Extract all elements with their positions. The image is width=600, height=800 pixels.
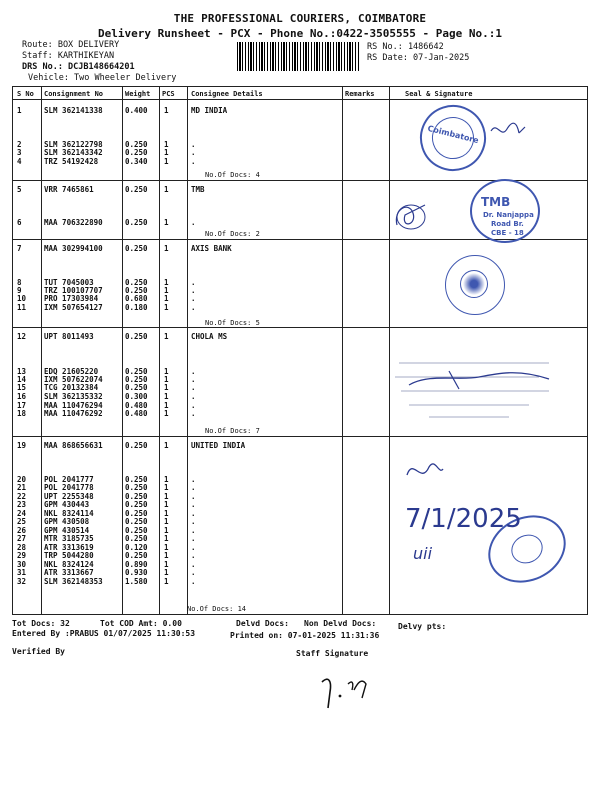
row-sno: 13 — [17, 367, 27, 376]
row-sno: 30 — [17, 560, 27, 569]
row-sno: 15 — [17, 383, 27, 392]
row-pcs: 1 — [164, 332, 169, 341]
staff-signature — [318, 672, 378, 712]
row-pcs: 1 — [164, 218, 169, 227]
row-weight: 0.250 — [125, 551, 148, 560]
row-weight: 0.480 — [125, 409, 148, 418]
tmb-seal-name: TMB — [481, 195, 511, 209]
col-remarks: Remarks — [345, 90, 375, 98]
row-consignment: SLM 362122798 — [44, 140, 103, 149]
row-sno: 3 — [17, 148, 22, 157]
row-consignee: . — [191, 500, 196, 509]
drs-number: DRS No.: DCJB148664201 — [22, 62, 135, 72]
row-weight: 0.250 — [125, 526, 148, 535]
company-title: THE PROFESSIONAL COURIERS, COIMBATORE — [173, 12, 427, 25]
row-consignee: . — [191, 157, 196, 166]
row-weight: 0.250 — [125, 509, 148, 518]
group-count: No.Of Docs: 7 — [205, 427, 260, 435]
handwritten-date-text: 7/1/2025 — [405, 504, 522, 534]
row-sno: 31 — [17, 568, 27, 577]
row-weight: 0.680 — [125, 294, 148, 303]
row-consignee: . — [191, 392, 196, 401]
row-sno: 28 — [17, 543, 27, 552]
row-consignee: AXIS BANK — [191, 244, 232, 253]
row-consignee: CHOLA MS — [191, 332, 228, 341]
row-consignment: POL 2041777 — [44, 475, 94, 484]
vehicle-label: Vehicle: Two Wheeler Delivery — [28, 73, 177, 83]
row-consignee: . — [191, 492, 196, 501]
row-pcs: 1 — [164, 500, 169, 509]
row-sno: 6 — [17, 218, 22, 227]
row-weight: 0.250 — [125, 534, 148, 543]
group-count: No.Of Docs: 4 — [205, 171, 260, 179]
row-sno: 16 — [17, 392, 27, 401]
row-consignee: . — [191, 401, 196, 410]
row-sno: 2 — [17, 140, 22, 149]
row-consignment: IXM 507622074 — [44, 375, 103, 384]
row-consignment: GPM 430443 — [44, 500, 90, 509]
row-pcs: 1 — [164, 392, 169, 401]
row-consignee: . — [191, 577, 196, 586]
entered-by: Entered By :PRABUS 01/07/2025 11:30:53 — [12, 629, 196, 638]
row-consignment: TRZ 54192428 — [44, 157, 99, 166]
row-sno: 18 — [17, 409, 27, 418]
row-weight: 0.250 — [125, 218, 148, 227]
row-pcs: 1 — [164, 483, 169, 492]
row-consignee: UNITED INDIA — [191, 441, 246, 450]
row-weight: 0.250 — [125, 286, 148, 295]
row-consignment: SLM 362148353 — [44, 577, 103, 586]
row-weight: 0.300 — [125, 392, 148, 401]
signature-1 — [489, 121, 529, 141]
row-sno: 25 — [17, 517, 27, 526]
rs-date: RS Date: 07-Jan-2025 — [367, 53, 470, 63]
row-sno: 12 — [17, 332, 27, 341]
runsheet-table — [12, 86, 588, 615]
row-weight: 0.250 — [125, 483, 148, 492]
row-consignment: MTR 3185735 — [44, 534, 94, 543]
row-weight: 0.250 — [125, 383, 148, 392]
row-sno: 22 — [17, 492, 27, 501]
row-consignee: . — [191, 294, 196, 303]
delvy-pts: Delvy pts: — [398, 622, 447, 631]
row-weight: 0.250 — [125, 185, 148, 194]
row-sno: 20 — [17, 475, 27, 484]
row-consignment: SLM 362143342 — [44, 148, 103, 157]
header-rule — [13, 99, 587, 100]
row-pcs: 1 — [164, 509, 169, 518]
row-consignment: UPT 8011493 — [44, 332, 94, 341]
group-count: No.Of Docs: 5 — [205, 319, 260, 327]
row-pcs: 1 — [164, 409, 169, 418]
row-consignee: . — [191, 568, 196, 577]
tmb-seal-line: Dr. Nanjappa — [483, 211, 534, 219]
row-consignee: . — [191, 551, 196, 560]
row-weight: 0.180 — [125, 303, 148, 312]
printed-on: Printed on: 07-01-2025 11:31:36 — [230, 631, 380, 640]
row-sno: 17 — [17, 401, 27, 410]
row-consignment: VRR 7465861 — [44, 185, 94, 194]
seal-city-text: Coimbatore — [426, 123, 480, 146]
row-consignment: TCG 20132384 — [44, 383, 99, 392]
row-consignment: MAA 868656631 — [44, 441, 103, 450]
row-consignee: . — [191, 278, 196, 287]
rs-number: RS No.: 1486642 — [367, 42, 444, 52]
row-pcs: 1 — [164, 492, 169, 501]
row-pcs: 1 — [164, 560, 169, 569]
row-consignee: . — [191, 509, 196, 518]
col-consignment: Consignment No — [44, 90, 104, 98]
row-consignment: MAA 110476292 — [44, 409, 103, 418]
row-sno: 24 — [17, 509, 27, 518]
row-sno: 14 — [17, 375, 27, 384]
row-weight: 0.250 — [125, 244, 148, 253]
row-consignment: SLM 362141338 — [44, 106, 103, 115]
row-weight: 0.480 — [125, 401, 148, 410]
row-sno: 26 — [17, 526, 27, 535]
row-pcs: 1 — [164, 551, 169, 560]
row-consignee: . — [191, 526, 196, 535]
row-consignee: . — [191, 218, 196, 227]
group-count: No.Of Docs: 14 — [187, 605, 247, 613]
route-label: Route: BOX DELIVERY — [22, 40, 120, 50]
tmb-seal-line: Road Br. — [491, 220, 524, 228]
row-consignment: UPT 2255348 — [44, 492, 94, 501]
row-weight: 0.250 — [125, 148, 148, 157]
runsheet-subtitle: Delivery Runsheet - PCX - Phone No.:0422-3505555 - Page No.:1 — [98, 27, 502, 40]
row-consignee: . — [191, 560, 196, 569]
axis-bank-seal — [445, 255, 505, 315]
row-consignee: . — [191, 286, 196, 295]
barcode — [237, 42, 360, 71]
row-consignment: ATR 3313667 — [44, 568, 94, 577]
row-pcs: 1 — [164, 185, 169, 194]
non-delvd-docs: Non Delvd Docs: — [304, 619, 377, 628]
row-consignment: NKL 8324114 — [44, 509, 94, 518]
row-sno: 7 — [17, 244, 22, 253]
row-sno: 27 — [17, 534, 27, 543]
row-consignee: . — [191, 409, 196, 418]
row-consignee: . — [191, 140, 196, 149]
row-consignment: SLM 362135332 — [44, 392, 103, 401]
row-consignee: . — [191, 483, 196, 492]
row-pcs: 1 — [164, 294, 169, 303]
row-consignee: MD INDIA — [191, 106, 228, 115]
col-weight: Weight — [125, 90, 151, 98]
chola-seal — [389, 349, 569, 429]
row-pcs: 1 — [164, 375, 169, 384]
row-consignee: . — [191, 303, 196, 312]
row-weight: 0.250 — [125, 140, 148, 149]
row-pcs: 1 — [164, 244, 169, 253]
row-consignee: . — [191, 367, 196, 376]
row-consignment: ATR 3313619 — [44, 543, 94, 552]
row-consignment: EDQ 21605220 — [44, 367, 99, 376]
col-consignee: Consignee Details — [191, 90, 263, 98]
row-sno: 29 — [17, 551, 27, 560]
row-consignee: . — [191, 148, 196, 157]
row-pcs: 1 — [164, 534, 169, 543]
staff-signature-label: Staff Signature — [296, 649, 369, 658]
row-consignee: TMB — [191, 185, 205, 194]
row-weight: 0.250 — [125, 492, 148, 501]
row-consignee: . — [191, 517, 196, 526]
delvd-docs: Delvd Docs: — [236, 619, 289, 628]
row-weight: 0.250 — [125, 278, 148, 287]
row-weight: 0.890 — [125, 560, 148, 569]
row-pcs: 1 — [164, 441, 169, 450]
tot-cod: Tot COD Amt: 0.00 — [100, 619, 182, 628]
row-weight: 0.250 — [125, 475, 148, 484]
row-pcs: 1 — [164, 140, 169, 149]
row-weight: 0.250 — [125, 375, 148, 384]
row-sno: 19 — [17, 441, 27, 450]
row-pcs: 1 — [164, 286, 169, 295]
row-pcs: 1 — [164, 278, 169, 287]
row-sno: 32 — [17, 577, 27, 586]
row-consignment: GPM 430514 — [44, 526, 90, 535]
row-weight: 0.120 — [125, 543, 148, 552]
verified-by: Verified By — [12, 647, 65, 656]
svg-text:uii: uii — [413, 544, 433, 563]
row-sno: 11 — [17, 303, 27, 312]
row-consignee: . — [191, 543, 196, 552]
row-consignment: MAA 302994100 — [44, 244, 103, 253]
row-consignment: TRZ 100107707 — [44, 286, 103, 295]
row-sno: 21 — [17, 483, 27, 492]
row-sno: 23 — [17, 500, 27, 509]
row-consignment: NKL 8324124 — [44, 560, 94, 569]
row-pcs: 1 — [164, 401, 169, 410]
col-pcs: PCS — [162, 90, 175, 98]
col-seal: Seal & Signature — [405, 90, 473, 98]
row-consignment: POL 2041778 — [44, 483, 94, 492]
row-consignment: MAA 110476294 — [44, 401, 103, 410]
signature-2 — [391, 199, 431, 233]
row-weight: 0.340 — [125, 157, 148, 166]
row-weight: 0.250 — [125, 367, 148, 376]
row-pcs: 1 — [164, 577, 169, 586]
staff-label: Staff: KARTHIKEYAN — [22, 51, 115, 61]
row-weight: 0.250 — [125, 517, 148, 526]
row-pcs: 1 — [164, 367, 169, 376]
row-pcs: 1 — [164, 383, 169, 392]
row-consignment: PRO 17303984 — [44, 294, 99, 303]
row-pcs: 1 — [164, 157, 169, 166]
row-consignment: TUT 7045003 — [44, 278, 94, 287]
row-pcs: 1 — [164, 106, 169, 115]
row-pcs: 1 — [164, 517, 169, 526]
row-sno: 5 — [17, 185, 22, 194]
row-weight: 1.580 — [125, 577, 148, 586]
handwritten-date — [399, 455, 522, 565]
tmb-seal-line: CBE - 18 — [491, 229, 524, 237]
row-pcs: 1 — [164, 568, 169, 577]
group-count: No.Of Docs: 2 — [205, 230, 260, 238]
row-consignment: IXM 507654127 — [44, 303, 103, 312]
row-sno: 9 — [17, 286, 22, 295]
row-weight: 0.250 — [125, 500, 148, 509]
row-sno: 10 — [17, 294, 27, 303]
row-weight: 0.930 — [125, 568, 148, 577]
row-consignee: . — [191, 383, 196, 392]
row-pcs: 1 — [164, 148, 169, 157]
row-weight: 0.250 — [125, 441, 148, 450]
row-pcs: 1 — [164, 475, 169, 484]
row-sno: 4 — [17, 157, 22, 166]
row-pcs: 1 — [164, 526, 169, 535]
row-sno: 8 — [17, 278, 22, 287]
row-pcs: 1 — [164, 543, 169, 552]
row-consignee: . — [191, 375, 196, 384]
row-consignee: . — [191, 475, 196, 484]
row-weight: 0.400 — [125, 106, 148, 115]
row-consignment: MAA 706322890 — [44, 218, 103, 227]
row-consignment: GPM 430508 — [44, 517, 90, 526]
row-consignment: TRP 5044280 — [44, 551, 94, 560]
row-pcs: 1 — [164, 303, 169, 312]
tot-docs: Tot Docs: 32 — [12, 619, 70, 628]
row-sno: 1 — [17, 106, 22, 115]
row-weight: 0.250 — [125, 332, 148, 341]
row-consignee: . — [191, 534, 196, 543]
col-sno: S No — [17, 90, 34, 98]
